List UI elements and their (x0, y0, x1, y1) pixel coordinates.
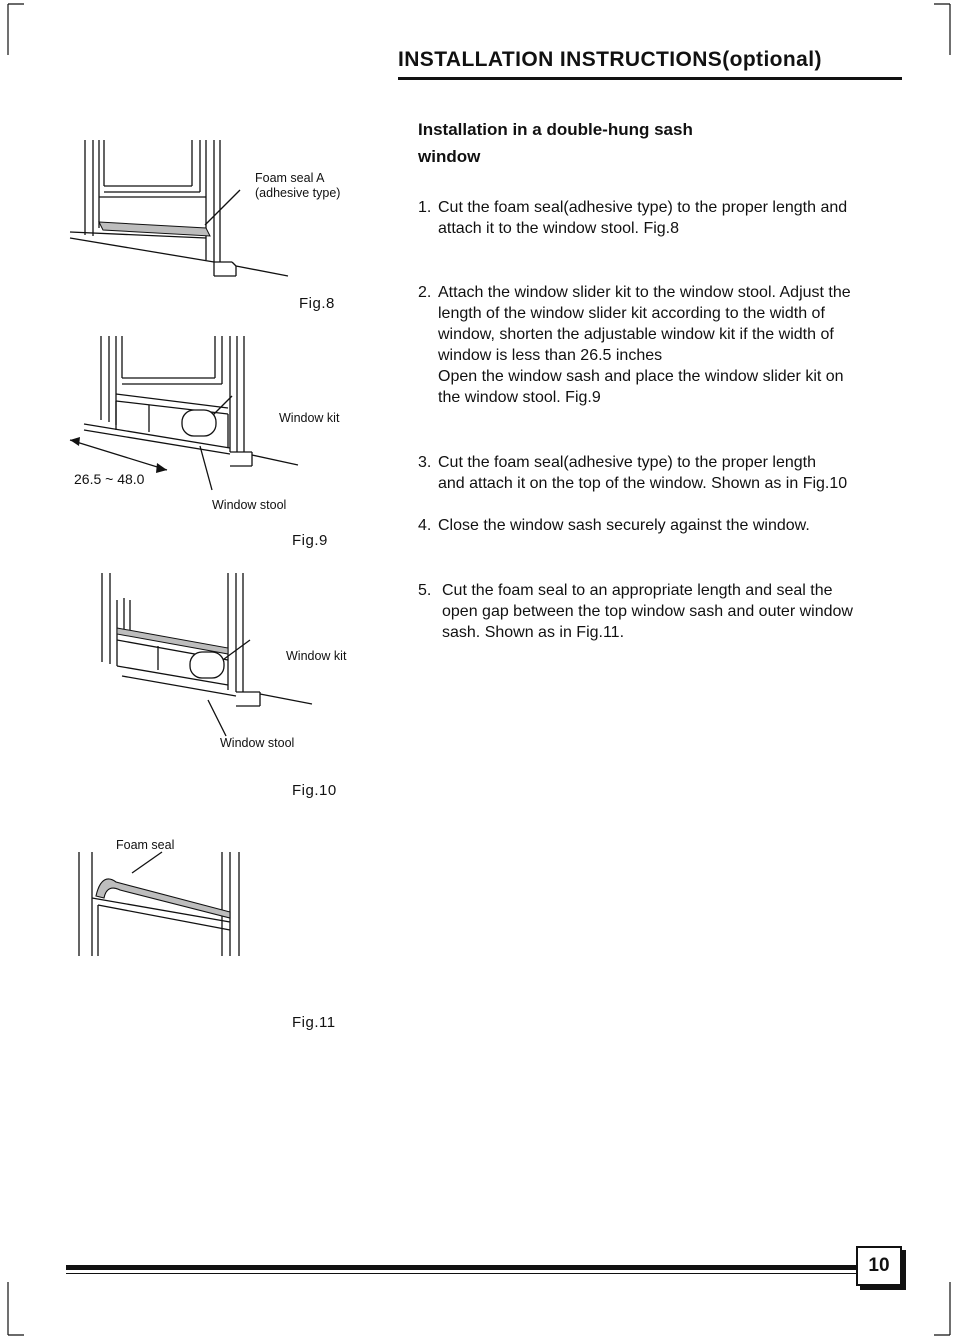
fig9-caption: Fig.9 (292, 532, 328, 549)
step-line: Cut the foam seal(adhesive type) to the proper length and (438, 199, 848, 216)
fig11-caption: Fig.11 (292, 1014, 336, 1031)
step-number: 3. (418, 454, 432, 471)
step-line: and attach it on the top of the window. Shown as in Fig.10 (438, 475, 848, 492)
fig10-label-window-stool: Window stool (220, 736, 295, 750)
step-number: 1. (418, 199, 432, 216)
step-line: attach it to the window stool. Fig.8 (438, 220, 680, 237)
step-line: Cut the foam seal to an appropriate length and seal the (442, 582, 833, 599)
step-number: 4. (418, 517, 432, 534)
step-number: 2. (418, 284, 432, 301)
step-line: Close the window sash securely against the window. (438, 517, 810, 534)
page-number: 10 (856, 1246, 902, 1286)
step-line: open gap between the top window sash and outer window (442, 603, 853, 620)
footer-rule (66, 1265, 856, 1270)
step-line: Cut the foam seal(adhesive type) to the proper length (438, 454, 816, 471)
fig8-caption: Fig.8 (299, 295, 335, 312)
step-line: window is less than 26.5 inches (438, 347, 663, 364)
fig9-label-window-stool: Window stool (212, 498, 287, 512)
step-number: 5. (418, 582, 432, 599)
step-line: length of the window slider kit according to the width of (438, 305, 825, 322)
fig10-label-window-kit: Window kit (286, 649, 347, 663)
label-line: (adhesive type) (255, 186, 341, 200)
footer-rule-thin (66, 1273, 856, 1274)
fig9-label-window-kit: Window kit (279, 411, 340, 425)
step-line: Attach the window slider kit to the window stool. Adjust the (438, 284, 851, 301)
step-line: window, shorten the adjustable window kit if the width of (438, 326, 834, 343)
section-title-line-1: Installation in a double-hung sash (418, 120, 693, 139)
section-title-line-2: window (418, 147, 481, 166)
page-title: INSTALLATION INSTRUCTIONS(optional) (398, 48, 822, 71)
fig9-dimension: 26.5 ~ 48.0 (74, 471, 145, 487)
step-line: sash. Shown as in Fig.11. (442, 624, 625, 641)
fig10-caption: Fig.10 (292, 782, 337, 799)
step-line: Open the window sash and place the window slider kit on (438, 368, 844, 385)
step-line: the window stool. Fig.9 (438, 389, 601, 406)
fig11-label-foam-seal: Foam seal (116, 838, 175, 852)
label-line: Foam seal A (255, 171, 325, 185)
